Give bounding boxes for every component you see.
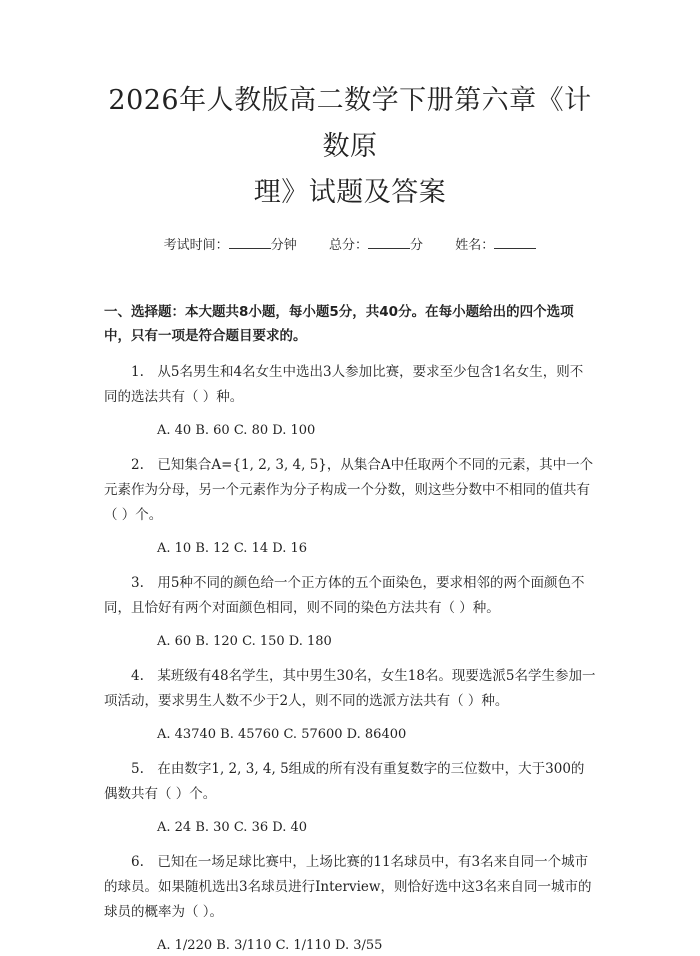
score-unit: 分 (410, 238, 424, 253)
question-stem: 6. 已知在一场足球比赛中，上场比赛的11名球员中，有3名来自同一个城市的球员。如果随机选出3名球员进行Interview，则恰好选中这3名来自同一城市的球员的概率为（ ）。 (104, 854, 592, 920)
question-options: A. 40 B. 60 C. 80 D. 100 (157, 423, 316, 438)
name-blank (494, 236, 536, 249)
title-line-1: 2026年人教版高二数学下册第六章《计数原 (108, 85, 592, 162)
title-line-2: 理》试题及答案 (253, 177, 447, 208)
score-label: 总分： (328, 238, 368, 253)
time-unit: 分钟 (270, 238, 297, 253)
question-stem: 1. 从5名男生和4名女生中选出3人参加比赛，要求至少包含1名女生，则不同的选法共有（ ）种。 (104, 364, 584, 405)
question-list (104, 360, 596, 956)
question-stem: 3. 用5种不同的颜色给一个正方体的五个面染色，要求相邻的两个面颜色不同，且恰好有两个对面颜色相同，则不同的染色方法共有（ ）种。 (104, 575, 585, 616)
question-stem: 2. 已知集合A={1, 2, 3, 4, 5}，从集合A中任取两个不同的元素，其中一个元素作为分母，另一个元素作为分子构成一个分数，则这些分数中不相同的值共有（ ）个。 (104, 457, 594, 523)
question-options: A. 1/220 B. 3/110 C. 1/110 D. 3/55 (157, 938, 383, 953)
question-options: A. 60 B. 120 C. 150 D. 180 (157, 634, 332, 649)
exam-meta (104, 236, 596, 256)
question-stem: 5. 在由数字1, 2, 3, 4, 5组成的所有没有重复数字的三位数中，大于300的偶数共有（ ）个。 (104, 761, 585, 802)
question-options: A. 10 B. 12 C. 14 D. 16 (157, 541, 308, 556)
section-heading: 一、选择题：本大题共8小题，每小题5分，共40分。在每小题给出的四个选项中，只有一项是符合题目要求的。 (104, 304, 574, 344)
time-label: 考试时间： (163, 238, 229, 253)
question-options: A. 24 B. 30 C. 36 D. 40 (157, 820, 308, 835)
question-stem: 4. 某班级有48名学生，其中男生30名，女生18名。现要选派5名学生参加一项活动，要求男生人数不少于2人，则不同的选派方法共有（ ）种。 (104, 668, 596, 709)
time-blank (229, 236, 271, 249)
score-blank (368, 236, 410, 249)
exam-title (104, 0, 596, 216)
question-options: A. 43740 B. 45760 C. 57600 D. 86400 (157, 727, 407, 742)
name-label: 姓名： (455, 238, 495, 253)
